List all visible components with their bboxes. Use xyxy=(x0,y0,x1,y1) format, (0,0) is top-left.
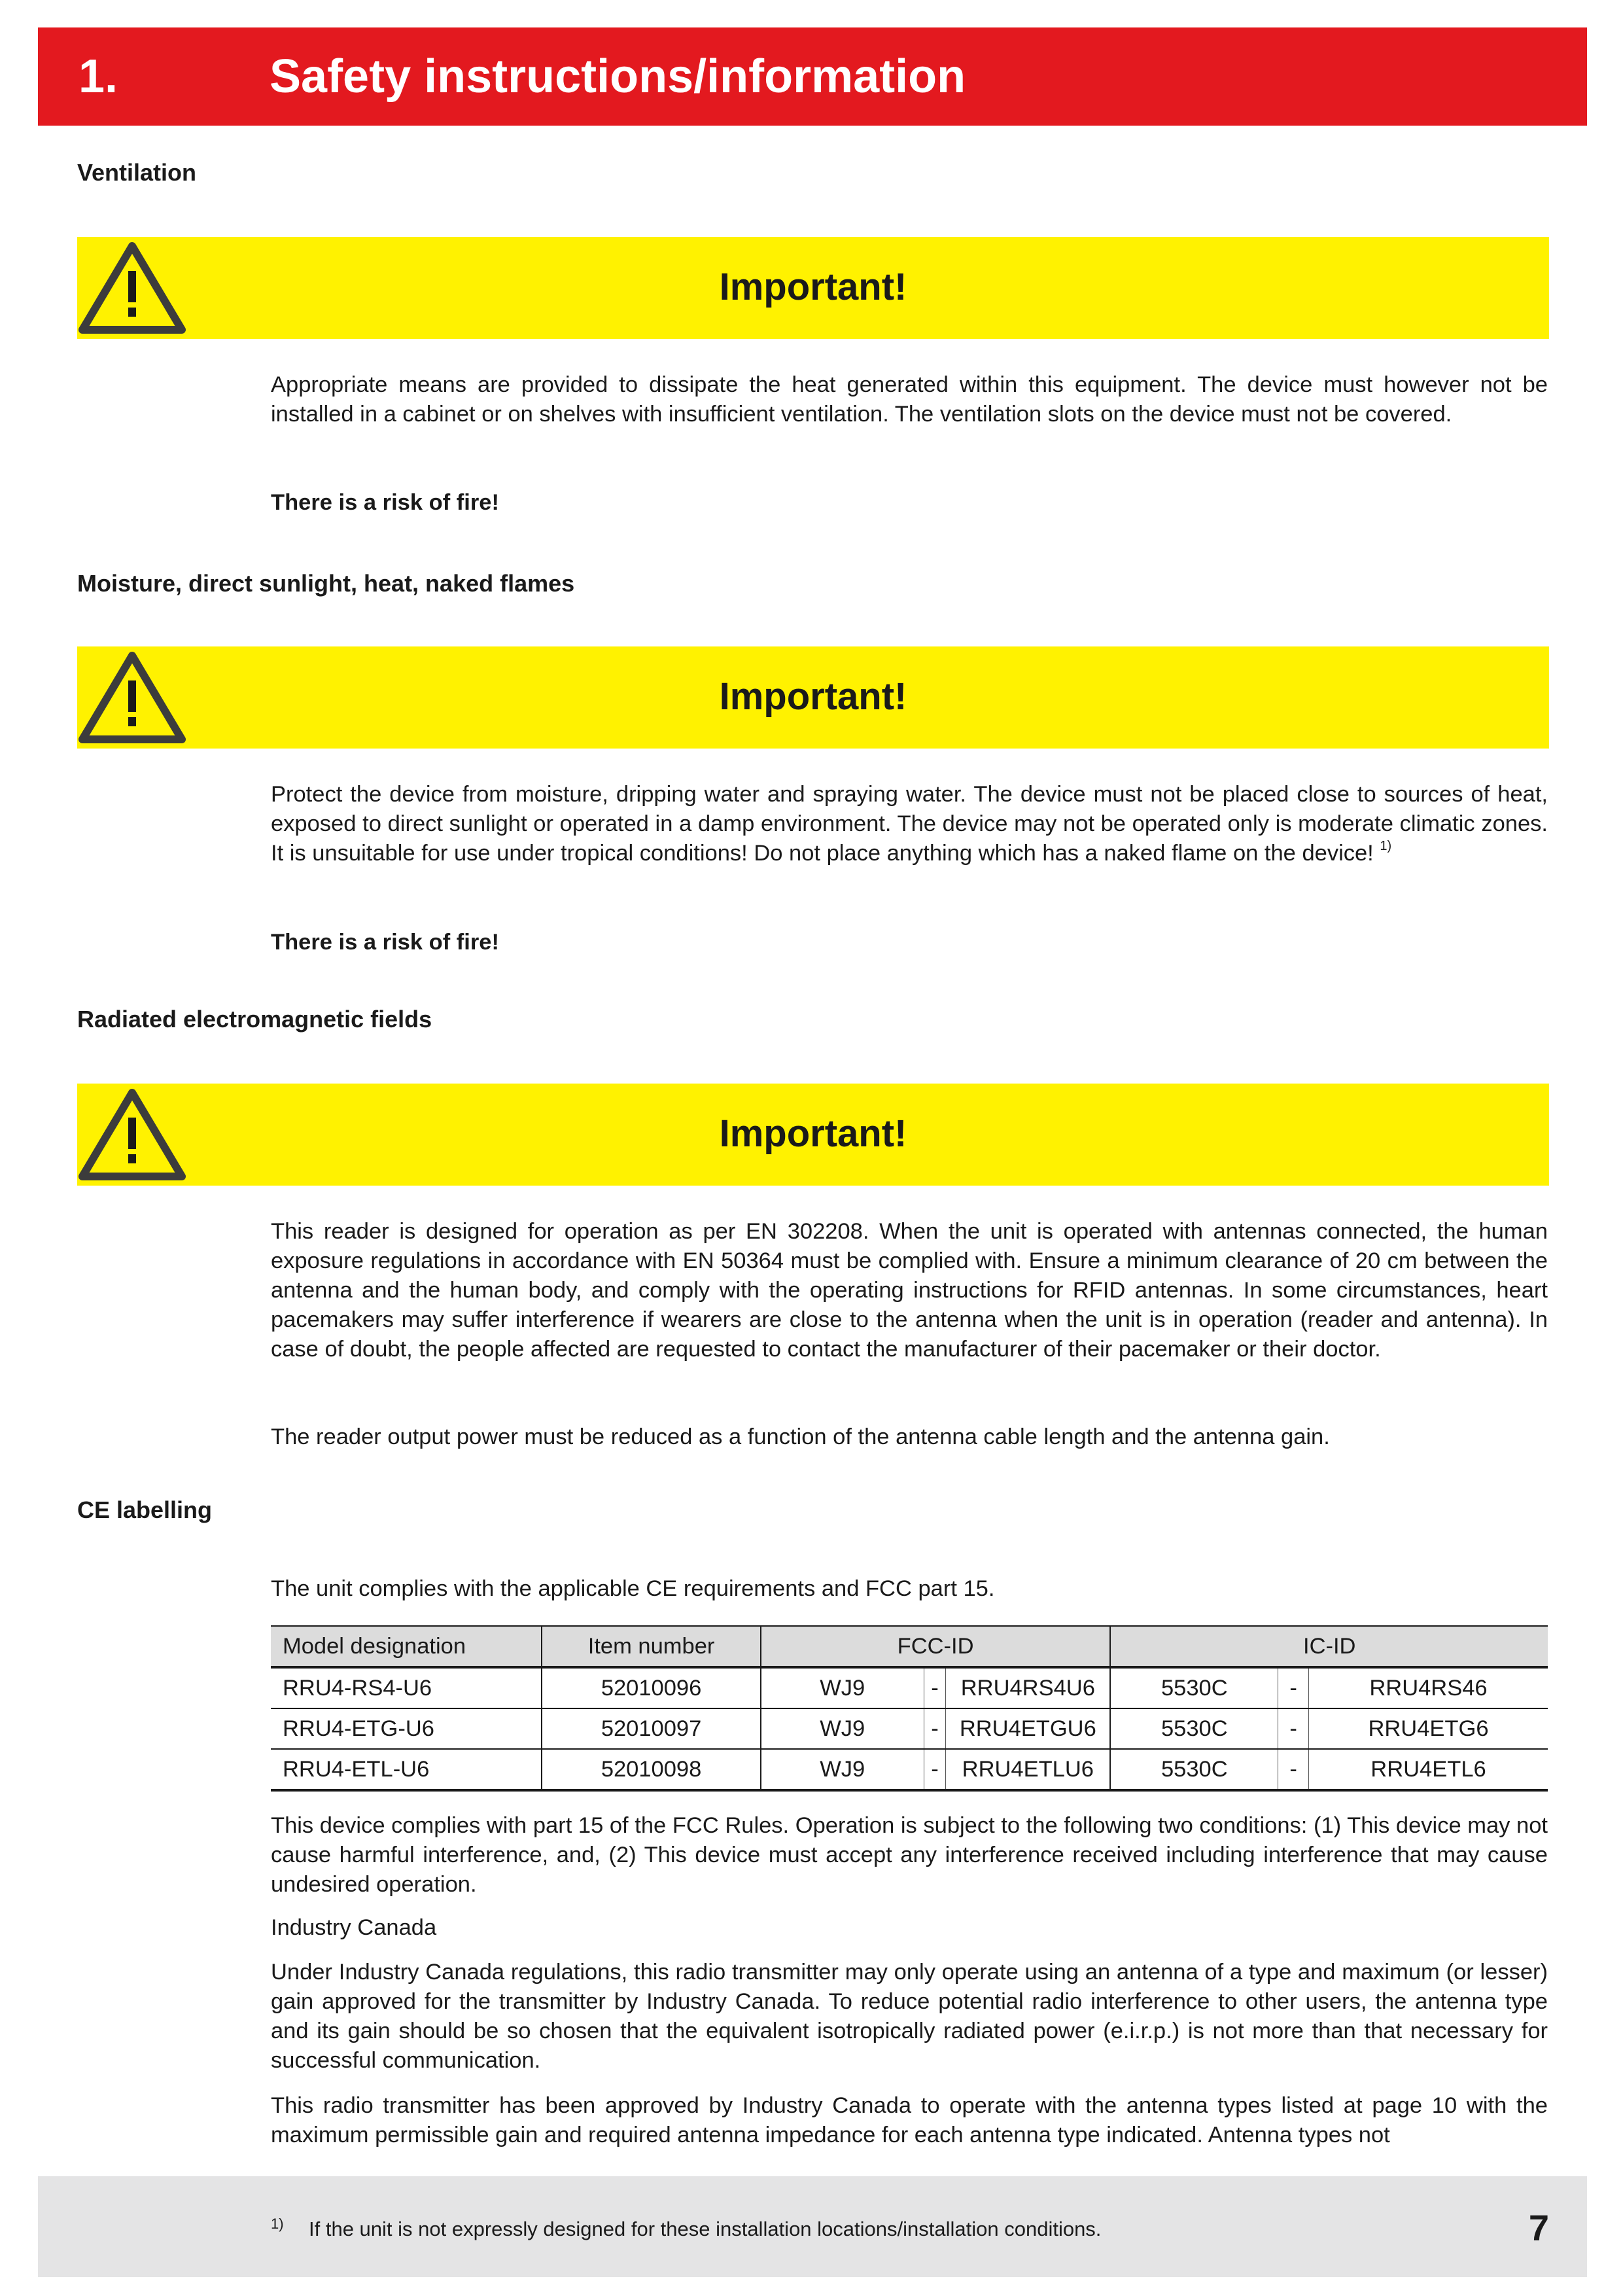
cell-ic-id: RRU4ETG6 xyxy=(1309,1708,1548,1749)
warning-banner-ventilation xyxy=(77,237,1549,339)
section-number: 1. xyxy=(79,50,118,103)
table-row xyxy=(271,1667,1548,1708)
moisture-text xyxy=(271,780,1548,868)
warning-label: Important! xyxy=(719,675,907,718)
cell-dash: - xyxy=(924,1667,945,1708)
footnote-mark: 1) xyxy=(271,2216,284,2232)
cell-fcc-id: RRU4RS4U6 xyxy=(946,1667,1111,1708)
cell-model: RRU4-RS4-U6 xyxy=(271,1667,542,1708)
cell-item: 52010096 xyxy=(542,1667,760,1708)
warning-label: Important! xyxy=(719,266,907,308)
heading-ventilation: Ventilation xyxy=(77,159,197,186)
col-header-model: Model designation xyxy=(271,1626,542,1667)
cell-fcc-id: RRU4ETGU6 xyxy=(946,1708,1111,1749)
cell-ic-prefix: 5530C xyxy=(1110,1749,1278,1790)
cell-dash: - xyxy=(924,1708,945,1749)
cell-ic-id: RRU4RS46 xyxy=(1309,1667,1548,1708)
table-row xyxy=(271,1749,1548,1790)
warning-label: Important! xyxy=(719,1112,907,1155)
footnote-text: If the unit is not expressly designed for these installation locations/installation conditions. xyxy=(309,2217,1102,2240)
ventilation-risk: There is a risk of fire! xyxy=(271,490,499,515)
cell-dash: - xyxy=(1278,1667,1309,1708)
ic-text-2: This radio transmitter has been approved by Industry Canada to operate with the antenna types listed at page 10 with the maximum permissible gain and required antenna impedance for each antenna type indicated. Antenna types not xyxy=(271,2093,1548,2147)
cell-ic-prefix: 5530C xyxy=(1110,1667,1278,1708)
ic-text: Under Industry Canada regulations, this radio transmitter may only operate using an antenna of a type and maximum (or lesser) gain approved for the transmitter by Industry Canada. To reduce potential radio interference to other users, the antenna type and its gain should be so chosen that the equivalent isotropically radiated power (e.i.r.p.) is not more than that necessary for successful communication. xyxy=(271,1960,1548,2073)
footnote-ref: 1) xyxy=(1380,839,1392,853)
heading-ce: CE labelling xyxy=(77,1496,213,1523)
section-header-bar xyxy=(38,27,1587,126)
model-table xyxy=(271,1625,1548,1792)
heading-radiated: Radiated electromagnetic fields xyxy=(77,1006,432,1033)
cell-dash: - xyxy=(1278,1749,1309,1790)
moisture-text-body: Protect the device from moisture, dripping water and spraying water. The device must not be placed close to sources of heat, exposed to direct sunlight or operated in a damp environment. The device may not be operated only is moderate climatic zones. It is unsuitable for use under tropical conditions! Do not place anything which has a naked flame on the device! xyxy=(271,782,1548,866)
fcc-text: This device complies with part 15 of the FCC Rules. Operation is subject to the following two conditions: (1) This device may not cause harmful interference, and, (2) This device must accept any interference received including interference that may cause undesired operation. xyxy=(271,1813,1548,1897)
cell-fcc-id: RRU4ETLU6 xyxy=(946,1749,1111,1790)
cell-dash: - xyxy=(1278,1708,1309,1749)
cell-dash: - xyxy=(924,1749,945,1790)
col-header-ic: IC-ID xyxy=(1110,1626,1548,1667)
cell-model: RRU4-ETG-U6 xyxy=(271,1708,542,1749)
warning-banner-moisture xyxy=(77,646,1549,749)
ventilation-text: Appropriate means are provided to dissipate the heat generated within this equipment. The device must however not be installed in a cabinet or on shelves with insufficient ventilation. The ventilation slots on the device must not be covered. xyxy=(271,372,1548,427)
page-footer xyxy=(38,2176,1587,2277)
section-title: Safety instructions/information xyxy=(270,50,966,103)
cell-model: RRU4-ETL-U6 xyxy=(271,1749,542,1790)
cell-item: 52010097 xyxy=(542,1708,760,1749)
radiated-text: This reader is designed for operation as per EN 302208. When the unit is operated with antennas connected, the human exposure regulations in accordance with EN 50364 must be complied with. Ensure a minimum clearance of 20 cm between the antenna and the human body, and comply with the operating instructions for RFID antennas. In some circumstances, heart pacemakers may suffer interference if wearers are close to the antenna when the unit is in operation (reader and antenna). In case of doubt, the people affected are requested to contact the manufacturer of their pacemaker or their doctor. xyxy=(271,1219,1548,1362)
cell-fcc-prefix: WJ9 xyxy=(761,1667,924,1708)
warning-banner-radiated xyxy=(77,1084,1549,1186)
cell-ic-prefix: 5530C xyxy=(1110,1708,1278,1749)
col-header-fcc: FCC-ID xyxy=(761,1626,1111,1667)
col-header-item: Item number xyxy=(542,1626,760,1667)
table-header-row xyxy=(271,1626,1548,1667)
ic-heading: Industry Canada xyxy=(271,1915,437,1940)
cell-item: 52010098 xyxy=(542,1749,760,1790)
heading-moisture: Moisture, direct sunlight, heat, naked flames xyxy=(77,570,575,597)
table-row xyxy=(271,1708,1548,1749)
page-number: 7 xyxy=(1528,2207,1549,2248)
moisture-risk: There is a risk of fire! xyxy=(271,930,499,955)
cell-fcc-prefix: WJ9 xyxy=(761,1708,924,1749)
cell-ic-id: RRU4ETL6 xyxy=(1309,1749,1548,1790)
ce-intro: The unit complies with the applicable CE requirements and FCC part 15. xyxy=(271,1576,995,1601)
cell-fcc-prefix: WJ9 xyxy=(761,1749,924,1790)
radiated-text-2: The reader output power must be reduced as a function of the antenna cable length and the antenna gain. xyxy=(271,1424,1330,1449)
